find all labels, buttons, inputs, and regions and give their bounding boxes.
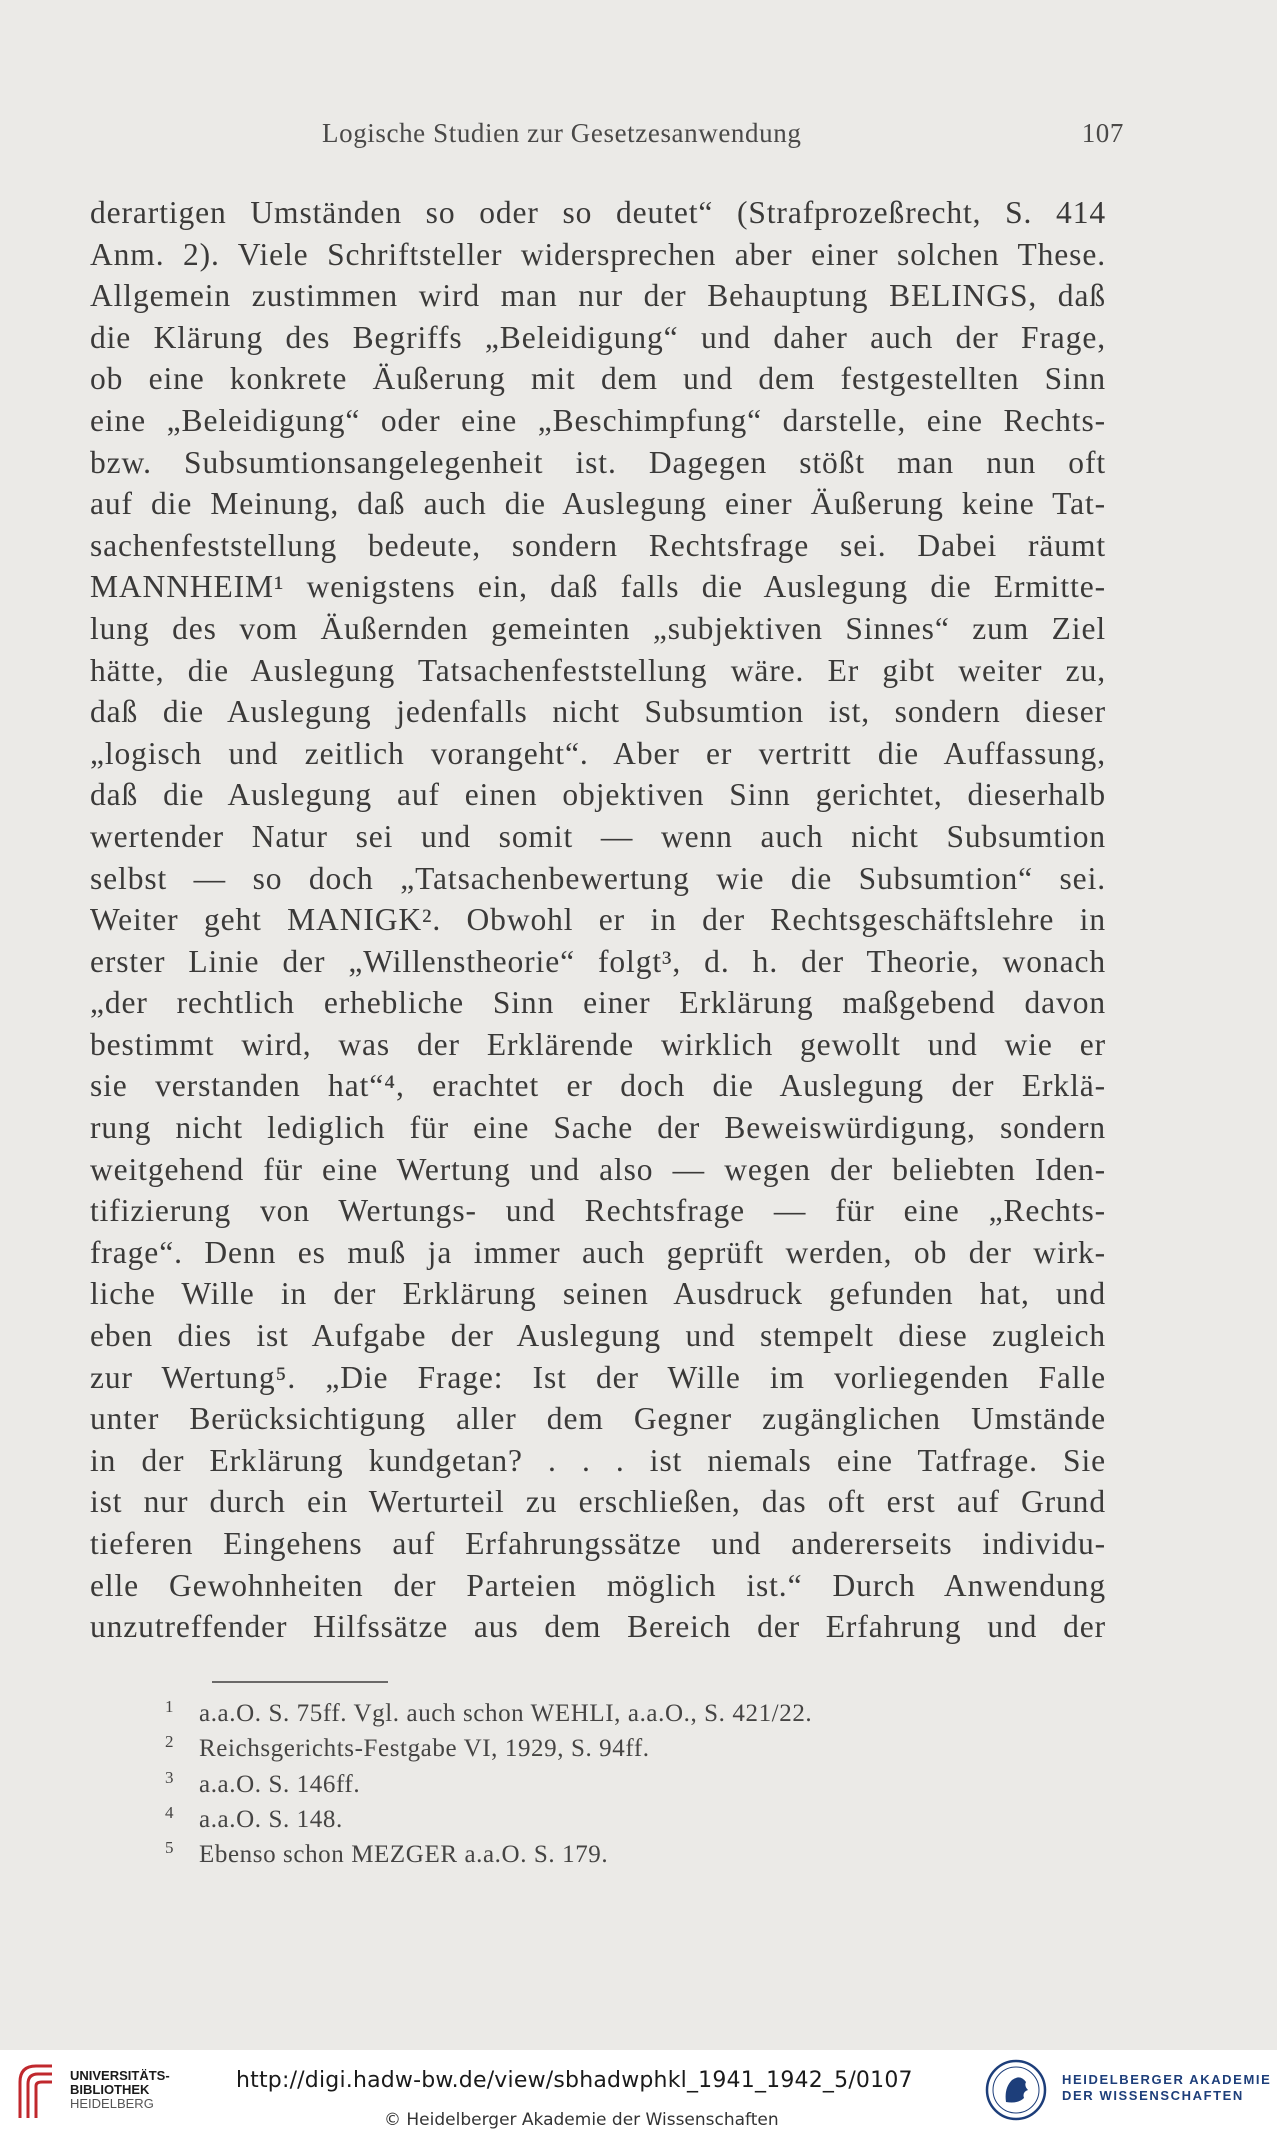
body-line: auf die Meinung, daß auch die Auslegung einer Äußerung keine Tat- (90, 486, 1106, 522)
footnote-text: Reichsgerichts-Festgabe VI, 1929, S. 94ff. (199, 1735, 650, 1763)
body-line: „der rechtlich erhebliche Sinn einer Erklärung maßgebend davon (90, 985, 1106, 1021)
footnote-number: 2 (165, 1732, 175, 1752)
body-line: daß die Auslegung jedenfalls nicht Subsumtion ist, sondern dieser (90, 694, 1106, 730)
academy-name-line: HEIDELBERGER AKADEMIE (1062, 2072, 1272, 2087)
body-line: liche Wille in der Erklärung seinen Ausdruck gefunden hat, und (90, 1276, 1106, 1312)
body-line: zur Wertung⁵. „Die Frage: Ist der Wille im vorliegenden Falle (90, 1359, 1106, 1395)
body-line: hätte, die Auslegung Tatsachenfeststellung wäre. Er gibt weiter zu, (90, 652, 1106, 688)
permalink-url[interactable]: http://digi.hadw-bw.de/view/sbhadwphkl_1941_1942_5/0107 (236, 2068, 913, 2093)
body-line: weitgehend für eine Wertung und also — wegen der beliebten Iden- (90, 1151, 1106, 1187)
footnote-number: 5 (165, 1838, 175, 1858)
library-name (70, 2069, 170, 2111)
footnote-divider (212, 1681, 388, 1683)
body-line: bestimmt wird, was der Erklärende wirklich gewollt und wie er (90, 1026, 1106, 1062)
footnote (165, 1731, 1065, 1766)
body-line: daß die Auslegung auf einen objektiven Sinn gerichtet, dieserhalb (90, 777, 1106, 813)
body-line: Anm. 2). Viele Schriftsteller widersprechen aber einer solchen These. (90, 236, 1106, 272)
body-line: tifizierung von Wertungs- und Rechtsfrage — für eine „Rechts- (90, 1193, 1106, 1229)
body-line: sachenfeststellung bedeute, sondern Rechtsfrage sei. Dabei räumt (90, 527, 1106, 563)
body-line: wertender Natur sei und somit — wenn auch nicht Subsumtion (90, 818, 1106, 854)
footnote-text: a.a.O. S. 146ff. (199, 1770, 361, 1798)
body-line: die Klärung des Begriffs „Beleidigung“ und daher auch der Frage, (90, 319, 1106, 355)
body-line: „logisch und zeitlich vorangeht“. Aber er vertritt die Auffassung, (90, 735, 1106, 771)
academy-name-line: DER WISSENSCHAFTEN (1062, 2088, 1244, 2103)
footer-bar (0, 2050, 1277, 2150)
footnote (165, 1802, 1065, 1837)
footnote (165, 1696, 1065, 1731)
body-line: rung nicht lediglich für eine Sache der Beweiswürdigung, sondern (90, 1110, 1106, 1146)
footnotes (165, 1696, 1065, 1872)
academy-seal-icon (984, 2058, 1048, 2122)
academy-name (1062, 2072, 1271, 2104)
body-line: derartigen Umständen so oder so deutet“ (Strafprozeßrecht, S. 414 (90, 195, 1106, 230)
footnote (165, 1767, 1065, 1802)
page-number: 107 (1081, 118, 1124, 148)
body-line: tieferen Eingehens auf Erfahrungssätze und andererseits individu- (90, 1526, 1106, 1561)
body-line: frage“. Denn es muß ja immer auch geprüft werden, ob der wirk- (90, 1234, 1106, 1270)
library-name-line: HEIDELBERG (70, 2096, 154, 2111)
body-line: eine „Beleidigung“ oder eine „Beschimpfung“ darstelle, eine Rechts- (90, 402, 1106, 438)
footnote-number: 4 (165, 1802, 175, 1822)
body-line: ist nur durch ein Werturteil zu erschließen, das oft erst auf Grund (90, 1484, 1106, 1520)
body-line: erster Linie der „Willenstheorie“ folgt³, d. h. der Theorie, wonach (90, 943, 1106, 979)
library-name-line: UNIVERSITÄTS- (70, 2068, 170, 2083)
copyright-notice: © Heidelberger Akademie der Wissenschaften (384, 2110, 779, 2130)
footnote-text: a.a.O. S. 75ff. Vgl. auch schon WEHLI, a.a.O., S. 421/22. (199, 1700, 813, 1727)
footnote-number: 1 (165, 1697, 175, 1716)
body-line: in der Erklärung kundgetan? . . . ist niemals eine Tatfrage. Sie (90, 1442, 1106, 1478)
body-text (90, 192, 1106, 1648)
body-line: lung des vom Äußernden gemeinten „subjektiven Sinnes“ zum Ziel (90, 610, 1106, 646)
footnote-text: Ebenso schon MEZGER a.a.O. S. 179. (199, 1841, 609, 1869)
running-title: Logische Studien zur Gesetzesanwendung (322, 118, 802, 148)
body-line: MANNHEIM¹ wenigstens ein, daß falls die Auslegung die Ermitte- (90, 569, 1106, 605)
library-name-line: BIBLIOTHEK (70, 2082, 150, 2097)
body-line: unter Berücksichtigung aller dem Gegner zugänglichen Umstände (90, 1401, 1106, 1437)
ub-heidelberg-logo-icon (14, 2060, 56, 2120)
footnote (165, 1837, 1065, 1872)
body-line: elle Gewohnheiten der Parteien möglich ist.“ Durch Anwendung (90, 1567, 1106, 1603)
body-line: eben dies ist Aufgabe der Auslegung und stempelt diese zugleich (90, 1318, 1106, 1354)
body-line: sie verstanden hat“⁴, erachtet er doch die Auslegung der Erklä- (90, 1068, 1106, 1104)
footnote-number: 3 (165, 1767, 175, 1787)
body-line: Weiter geht MANIGK². Obwohl er in der Rechtsgeschäftslehre in (90, 902, 1106, 938)
body-line: ob eine konkrete Äußerung mit dem und dem festgestellten Sinn (90, 361, 1106, 397)
body-line: Allgemein zustimmen wird man nur der Behauptung BELINGS, daß (90, 278, 1106, 314)
body-line: selbst — so doch „Tatsachenbewertung wie die Subsumtion“ sei. (90, 860, 1106, 896)
body-line: unzutreffender Hilfssätze aus dem Bereich der Erfahrung und der (90, 1609, 1106, 1645)
body-line: bzw. Subsumtionsangelegenheit ist. Dagegen stößt man nun oft (90, 444, 1106, 480)
footnote-text: a.a.O. S. 148. (199, 1805, 343, 1833)
